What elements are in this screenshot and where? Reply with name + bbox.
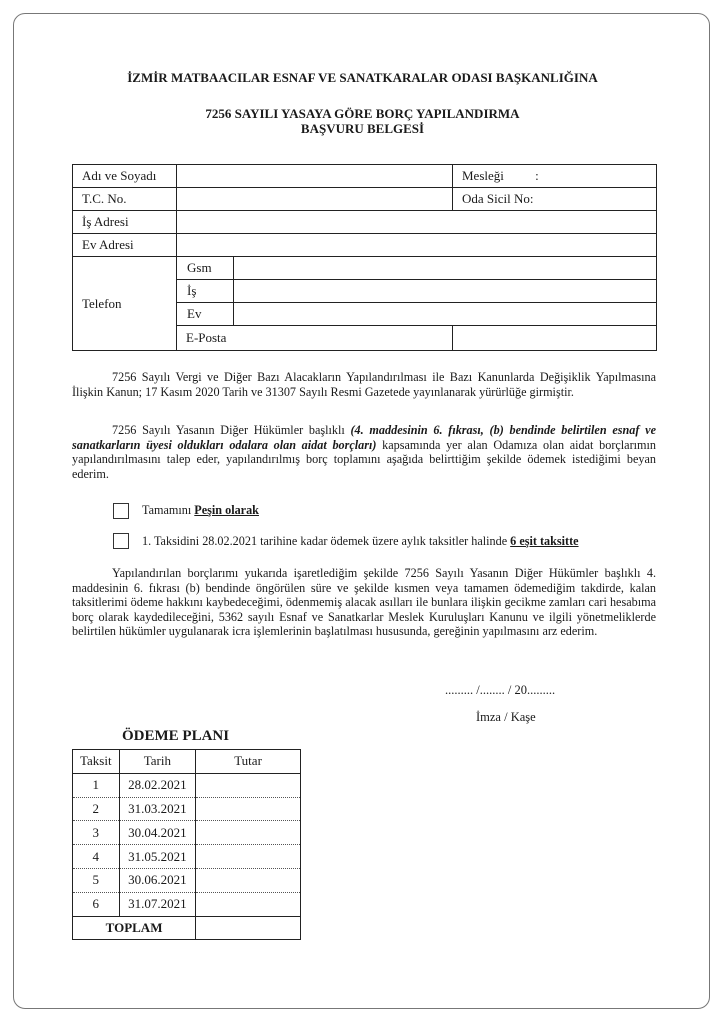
registry-cell[interactable]	[453, 188, 657, 211]
plan-row-no: 1	[73, 773, 120, 797]
plan-row-amount[interactable]	[196, 821, 301, 845]
table-row	[73, 773, 301, 797]
installment-option	[142, 534, 579, 549]
gsm-field[interactable]	[234, 257, 657, 280]
plan-row-amount[interactable]	[196, 797, 301, 821]
home-phone-field[interactable]	[234, 303, 657, 326]
plan-total-label: TOPLAM	[73, 916, 196, 940]
phone-label: Telefon	[73, 257, 177, 351]
plan-row-no: 3	[73, 821, 120, 845]
plan-header-date: Tarih	[119, 750, 196, 774]
plan-row-amount[interactable]	[196, 868, 301, 892]
plan-row-date: 31.03.2021	[119, 797, 196, 821]
name-label: Adı ve Soyadı	[73, 165, 177, 188]
name-field[interactable]	[177, 165, 453, 188]
request-text-a: 7256 Sayılı Yasanın Diğer Hükümler başlıklı	[112, 423, 351, 437]
phone-subtable	[177, 257, 656, 325]
job-colon: :	[535, 168, 539, 183]
request-paragraph	[72, 423, 656, 481]
plan-row-amount[interactable]	[196, 892, 301, 916]
org-heading: İZMİR MATBAACILAR ESNAF VE SANATKARALAR ODASI BAŞKANLIĞINA	[127, 70, 598, 85]
home-address-label: Ev Adresi	[73, 234, 177, 257]
table-row	[73, 797, 301, 821]
plan-row-no: 5	[73, 868, 120, 892]
signature-label: İmza / Kaşe	[476, 710, 536, 724]
plan-row-date: 30.06.2021	[119, 868, 196, 892]
home-address-field[interactable]	[177, 234, 657, 257]
plan-total-amount[interactable]	[196, 916, 301, 940]
work-address-field[interactable]	[177, 211, 657, 234]
email-field[interactable]	[453, 326, 657, 351]
request-text-emphasis: (4. maddesinin 6. fıkrası, (b) bendinde belirtilen esnaf ve sanatkarların üyesi oldukları odalara olan aidat borçları)	[72, 423, 656, 452]
plan-row-date: 28.02.2021	[119, 773, 196, 797]
tc-label: T.C. No.	[73, 188, 177, 211]
job-cell[interactable]	[453, 165, 657, 188]
document-title: 7256 SAYILI YASAYA GÖRE BORÇ YAPILANDIRMA	[205, 106, 520, 121]
plan-header-amount: Tutar	[196, 750, 301, 774]
plan-row-date: 31.05.2021	[119, 845, 196, 869]
email-label: E-Posta	[177, 326, 453, 351]
lump-sum-text: Tamamını	[142, 503, 195, 517]
plan-row-no: 4	[73, 845, 120, 869]
commitment-text: Yapılandırılan borçlarımı yukarıda işaretlediğim şekilde 7256 Sayılı Yasanın Diğer Hükümler başlıklı 4. maddesinin 6. fıkrası (b) bendinde öngörülen süre ve şekilde kısmen veya tamamen ödemediğim takdirde, kalan taksitlerimi ödeme hakkını kaybedeceğimi, ödenmemiş alacak asılları ile bunlara ilişkin gecikme zamları cari hesabıma borç olarak kaydedileceğini, 5362 sayılı Esnaf ve Sanatkarlar Meslek Kuruluşları Kanunu ve ilgili yönetmeliklerde belirtilen hükümler uygulanarak icra işlemlerinin başlatılması hususunda, gereğinin yapılmasını arz ederim.	[72, 566, 656, 639]
tc-field[interactable]	[177, 188, 453, 211]
payment-plan-table	[72, 749, 301, 940]
gsm-label: Gsm	[177, 257, 234, 280]
commitment-paragraph	[72, 566, 656, 639]
plan-header-installment: Taksit	[73, 750, 120, 774]
request-text-c: kapsamında yer alan Odamıza olan aidat borçlarımın yapılandırılmasını talep eder, yapılandırılmış borç toplamını aşağıda belirttiğim şekilde ödemek istediğimi beyan ederim.	[72, 437, 656, 481]
table-row	[73, 892, 301, 916]
plan-row-date: 30.04.2021	[119, 821, 196, 845]
work-phone-field[interactable]	[234, 280, 657, 303]
lump-sum-checkbox[interactable]	[113, 503, 129, 519]
table-row	[73, 821, 301, 845]
plan-row-no: 2	[73, 797, 120, 821]
document-subtitle: BAŞVURU BELGESİ	[300, 121, 425, 136]
intro-text: 7256 Sayılı Vergi ve Diğer Bazı Alacakların Yapılandırılması ile Bazı Kanunlarda Değişiklik Yapılmasına İlişkin Kanun; 17 Kasım 2020 Tarih ve 31307 Sayılı Resmi Gazetede yayınlanarak yürürlüğe girmiştir.	[72, 370, 656, 399]
installment-emphasis: 6 eşit taksitte	[510, 534, 579, 548]
installment-text: 1. Taksidini 28.02.2021 tarihine kadar ödemek üzere aylık taksitler halinde	[142, 534, 511, 548]
payment-plan-title: ÖDEME PLANI	[122, 728, 230, 744]
plan-row-no: 6	[73, 892, 120, 916]
signature-date: ......... /........ / 20.........	[445, 683, 556, 697]
table-row	[73, 845, 301, 869]
lump-sum-emphasis: Peşin olarak	[194, 503, 259, 517]
lump-sum-option	[142, 503, 259, 518]
plan-row-date: 31.07.2021	[119, 892, 196, 916]
job-label: Mesleği	[462, 168, 504, 183]
intro-paragraph	[72, 370, 656, 399]
plan-row-amount[interactable]	[196, 845, 301, 869]
registry-label: Oda Sicil No:	[462, 191, 534, 206]
installment-checkbox[interactable]	[113, 533, 129, 549]
plan-row-amount[interactable]	[196, 773, 301, 797]
work-address-label: İş Adresi	[73, 211, 177, 234]
applicant-info-table	[72, 164, 657, 351]
home-phone-label: Ev	[177, 303, 234, 326]
table-row	[73, 868, 301, 892]
work-phone-label: İş	[177, 280, 234, 303]
